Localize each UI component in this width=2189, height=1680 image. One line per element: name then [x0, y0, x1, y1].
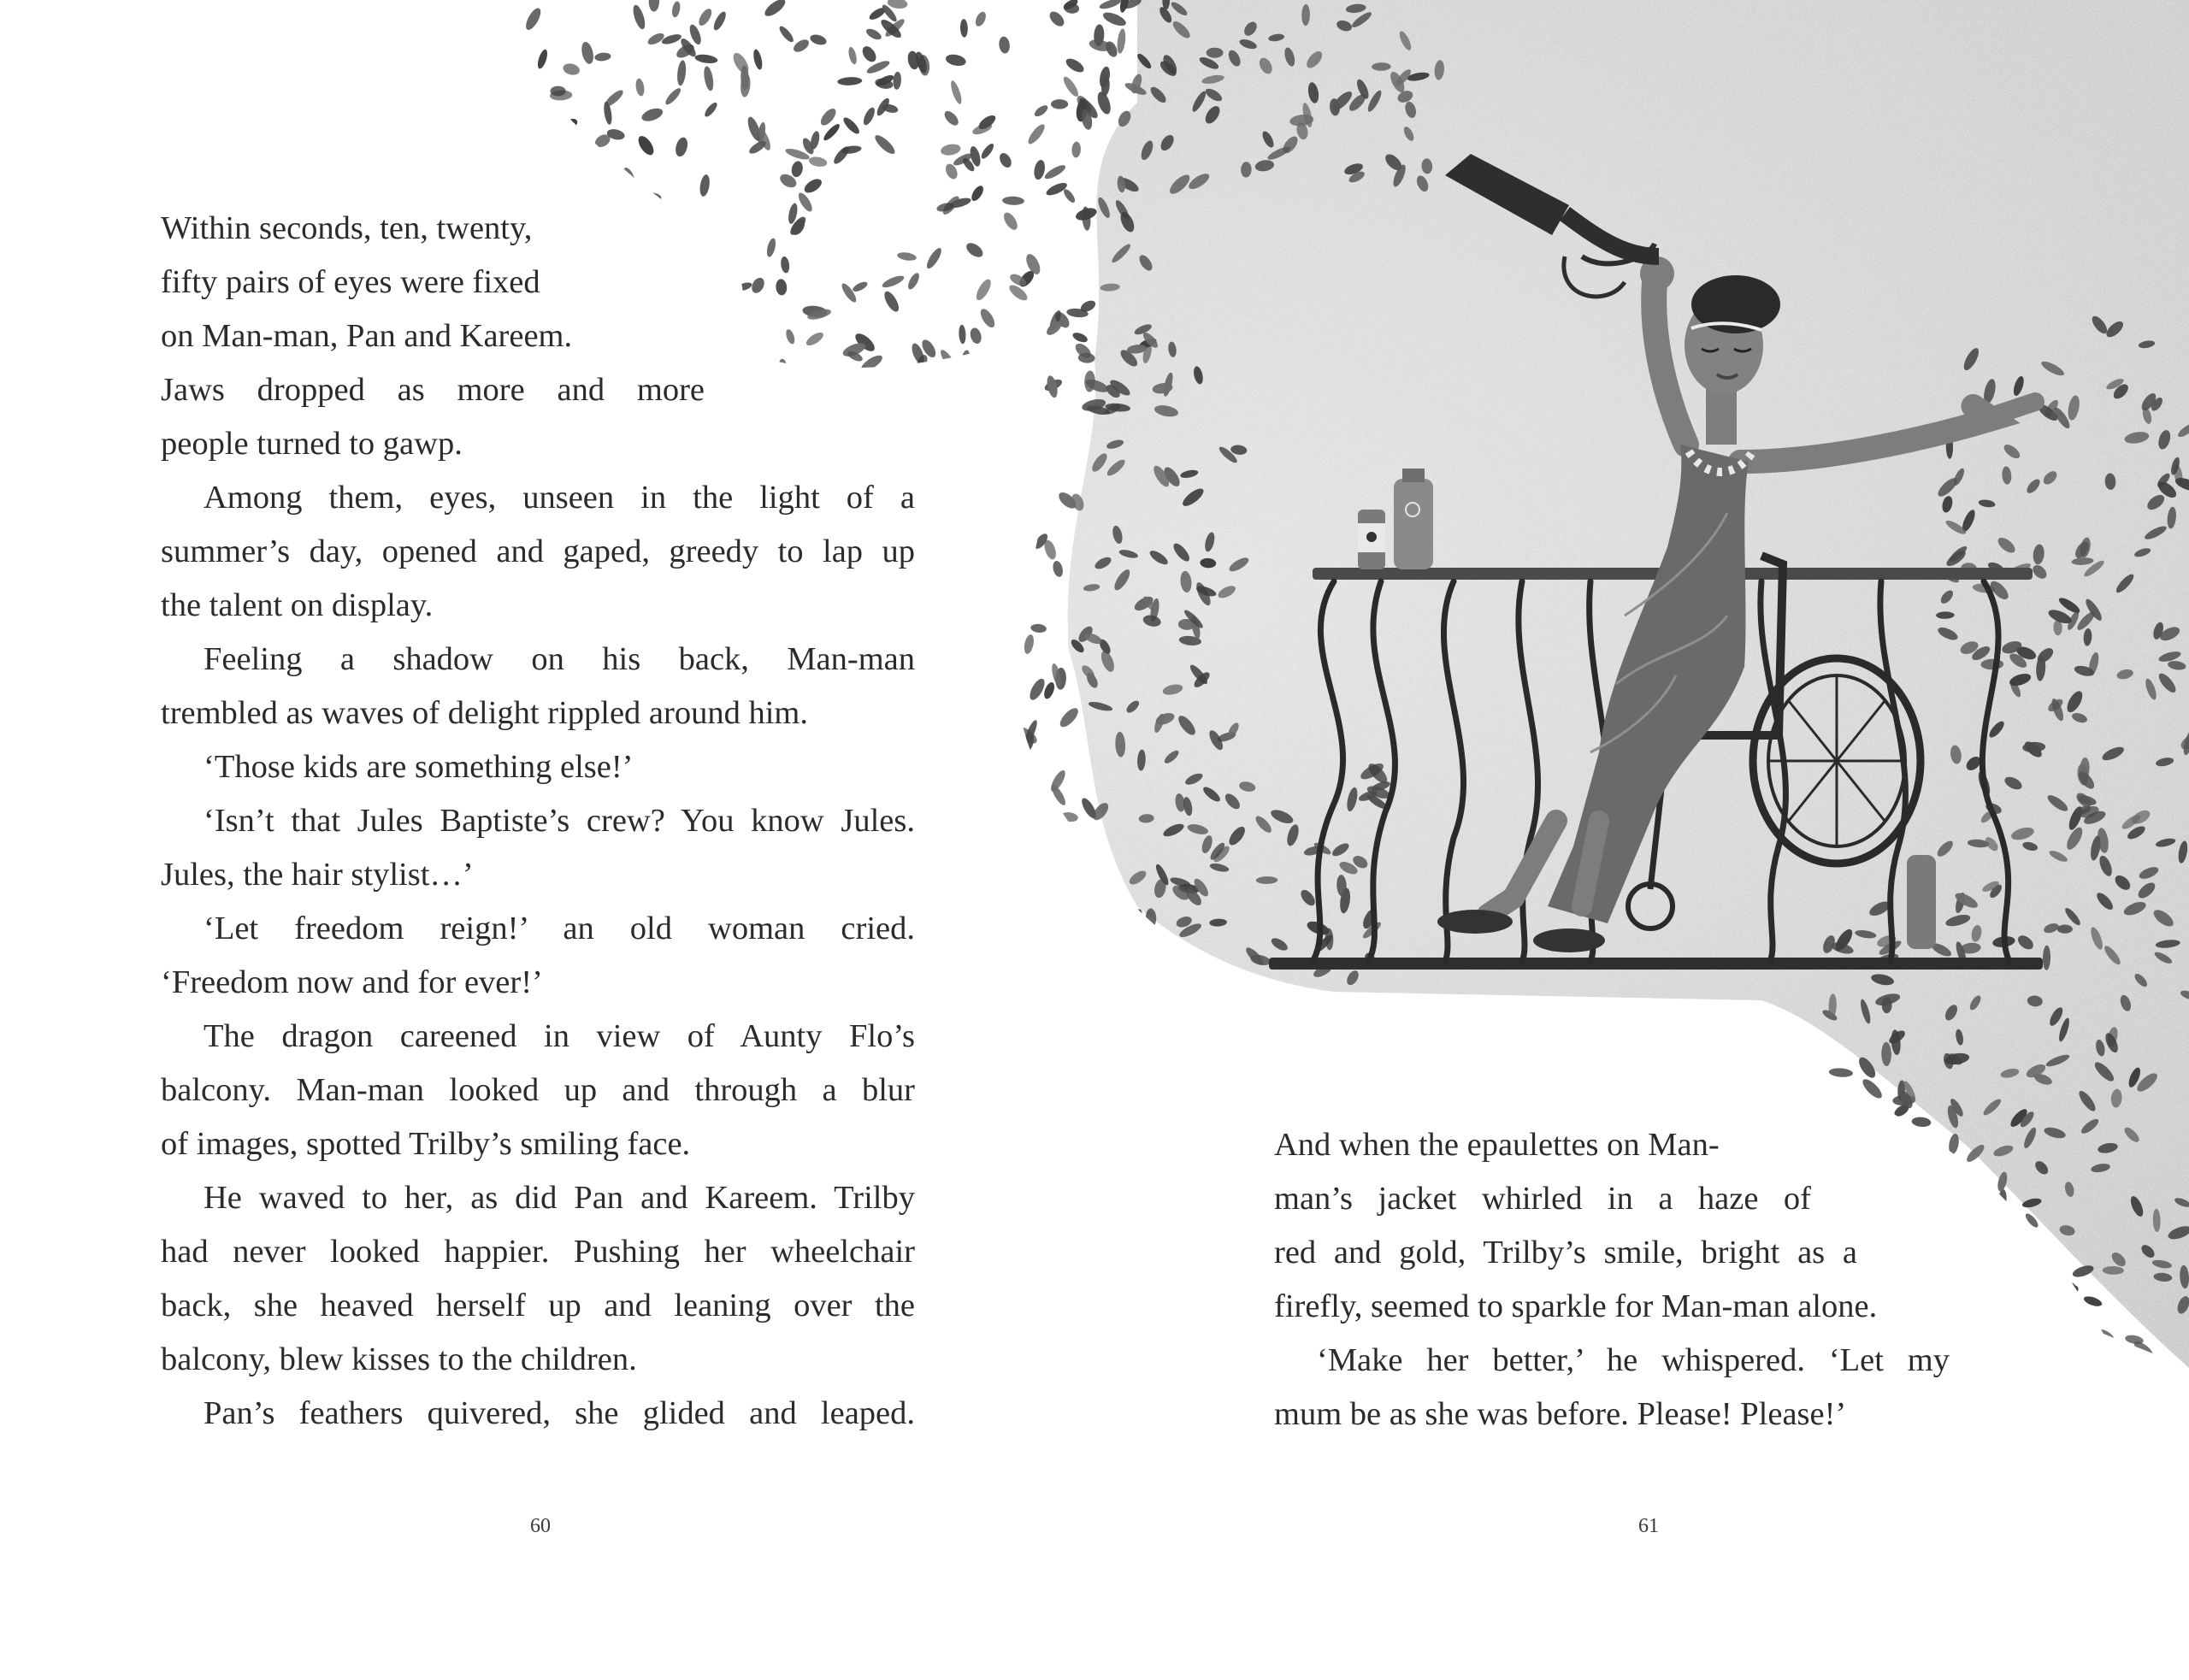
leaf [1087, 858, 1100, 877]
text-line: balcony, blew kisses to the children. [161, 1341, 637, 1377]
text-line: ‘Let freedom reign!’ an old woman cried. [204, 911, 915, 946]
leaf [1207, 48, 1224, 58]
leaf [548, 170, 559, 190]
leaf [631, 3, 647, 31]
leaf [852, 280, 869, 293]
leaf [1051, 99, 1068, 109]
leaf [2027, 1285, 2049, 1295]
leaf [635, 133, 657, 157]
leaf [528, 168, 537, 194]
leaf [717, 292, 736, 310]
right-page-body [1274, 1118, 1950, 1441]
leaf [893, 71, 902, 90]
leaf [523, 6, 544, 32]
leaf [861, 374, 881, 391]
leaf [2067, 1282, 2079, 1301]
text-line: summer’s day, opened and gaped, greedy to lap up [161, 533, 915, 569]
leaf [994, 364, 1011, 382]
text-line: He waved to her, as did Pan and Kareem. Trilby [204, 1180, 915, 1216]
leaf [1047, 9, 1066, 28]
text-line: mum be as she was before. Please! Please!’ [1274, 1396, 1847, 1432]
text-line: red and gold, Trilby’s smile, bright as a [1274, 1235, 1857, 1270]
leaf [1001, 210, 1020, 232]
leaf [553, 123, 566, 144]
text-line: ‘Freedom now and for ever!’ [161, 964, 543, 1000]
leaf [527, 85, 540, 109]
leaf [938, 348, 959, 374]
leaf [676, 60, 687, 86]
leaf [671, 1, 681, 18]
leaf [778, 359, 787, 375]
text-line: The dragon careened in view of Aunty Flo’s [204, 1018, 915, 1054]
leaf [2132, 1339, 2155, 1359]
leaf [2057, 925, 2073, 934]
leaf [535, 148, 562, 163]
leaf [1060, 811, 1078, 822]
leaf [969, 327, 983, 345]
leaf [1000, 901, 1021, 925]
leaf [809, 32, 828, 46]
leaf [1033, 904, 1052, 911]
leaf [973, 10, 988, 28]
leaf [780, 256, 790, 274]
leaf [945, 53, 967, 68]
text-line: balcony. Man-man looked up and through a blur [161, 1072, 915, 1108]
leaf [964, 240, 985, 260]
leaf [1009, 436, 1028, 445]
leaf [551, 86, 566, 97]
leaf [1033, 159, 1047, 180]
leaf [942, 109, 961, 127]
leaf [847, 46, 858, 65]
leaf [1018, 494, 1037, 506]
leaf [1976, 1223, 2001, 1238]
leaf [765, 238, 777, 258]
text-line: back, she heaved herself up and leaning over the [161, 1288, 915, 1323]
leaf [792, 37, 811, 54]
leaf [960, 350, 971, 368]
leaf [1041, 903, 1053, 925]
text-line: ‘Isn’t that Jules Baptiste’s crew? You know Jules. [204, 803, 915, 839]
text-line: Feeling a shadow on his back, Man-man [204, 641, 915, 677]
leaf [603, 88, 625, 109]
leaf [661, 32, 683, 46]
leaf [1061, 74, 1081, 98]
leaf [1025, 122, 1047, 146]
text-line: had never looked happier. Pushing her wheelchair [161, 1234, 915, 1270]
leaf [994, 357, 1014, 367]
leaf [837, 76, 862, 85]
leaf [952, 371, 972, 392]
leaf [703, 101, 719, 119]
leaf [975, 385, 999, 404]
leaf [860, 44, 879, 64]
leaf [1960, 1182, 1978, 1201]
page-number-left: 60 [530, 1515, 551, 1537]
leaf [640, 106, 664, 124]
leaf [1025, 831, 1042, 856]
leaf [696, 7, 714, 28]
text-line: man’s jacket whirled in a haze of [1274, 1181, 1811, 1217]
leaf [802, 176, 824, 196]
leaf [811, 388, 821, 410]
leaf [1064, 56, 1086, 74]
leaf [979, 142, 995, 161]
leaf [1071, 141, 1081, 157]
leaf [2086, 1335, 2108, 1347]
leaf [1018, 880, 1042, 893]
leaf [808, 156, 828, 168]
leaf [1027, 676, 1047, 702]
leaf [687, 23, 703, 46]
text-line: people turned to gawp. [161, 426, 463, 462]
leaf [886, 394, 903, 414]
leaf [805, 330, 826, 348]
leaf [2075, 1336, 2089, 1361]
leaf [1973, 1301, 1989, 1320]
leaf [858, 352, 884, 374]
leaf [1024, 491, 1046, 502]
leaf [560, 116, 579, 132]
leaf [777, 24, 795, 44]
leaf [1116, 28, 1127, 54]
leaf [1094, 885, 1116, 903]
text-line: Jules, the hair stylist…’ [161, 857, 474, 893]
leaf [1025, 808, 1048, 824]
leaf [1031, 489, 1039, 511]
leaf [883, 365, 907, 386]
leaf [2009, 1296, 2028, 1319]
leaf [960, 19, 969, 38]
leaf [735, 281, 753, 293]
leaf [664, 86, 683, 107]
leaf [2060, 1282, 2080, 1300]
left-page-body [161, 471, 915, 1441]
leaf [906, 271, 922, 291]
leaf [594, 52, 611, 62]
leaf [2097, 1327, 2115, 1342]
leaf [1002, 196, 1024, 205]
leaf [949, 80, 964, 105]
leaf [1997, 1188, 2008, 1212]
leaf [2083, 1294, 2103, 1308]
text-line: Within seconds, ten, twenty, [161, 210, 533, 246]
leaf [2027, 1294, 2054, 1309]
leaf [940, 143, 961, 157]
leaf [1003, 914, 1023, 927]
leaf [562, 62, 581, 76]
leaf [1101, 9, 1128, 28]
text-line: the talent on display. [161, 587, 434, 623]
leaf [790, 160, 804, 178]
page-number-right: 61 [1638, 1515, 1659, 1537]
leaf [1023, 634, 1035, 655]
leaf [1071, 331, 1089, 345]
leaf [997, 151, 1013, 170]
text-line: And when the epaulettes on Man- [1274, 1127, 1720, 1163]
leaf [841, 115, 862, 136]
leaf [711, 339, 729, 364]
leaf [645, 192, 662, 202]
text-line: ‘Those kids are something else!’ [204, 749, 634, 785]
leaf [1007, 351, 1024, 372]
leaf [621, 166, 638, 190]
leaf [2102, 1343, 2127, 1352]
leaf [1019, 532, 1032, 556]
leaf [887, 0, 908, 9]
leaf [522, 167, 548, 190]
leaf [762, 0, 788, 19]
leaf [1010, 397, 1028, 424]
text-line: trembled as waves of delight rippled around him. [161, 695, 808, 731]
leaf [882, 289, 901, 314]
leaf [749, 275, 766, 295]
leaf [924, 246, 944, 271]
leaf [674, 136, 690, 158]
leaf [776, 279, 788, 296]
leaf [536, 49, 550, 70]
leaf [648, 0, 659, 12]
leaf [634, 78, 646, 97]
text-line: Jaws dropped as more and more [161, 372, 705, 408]
leaf [796, 191, 815, 214]
leaf [818, 106, 839, 128]
leaf [1034, 851, 1056, 862]
leaf [903, 378, 917, 398]
leaf [978, 307, 998, 330]
text-line: fifty pairs of eyes were fixed [161, 264, 540, 300]
leaf [702, 65, 715, 91]
paragraph-within-seconds [161, 202, 708, 471]
leaf [1028, 816, 1045, 844]
leaf [694, 53, 718, 64]
leaf [1008, 543, 1035, 568]
leaf [970, 184, 986, 203]
leaf [542, 150, 567, 164]
leaf [840, 281, 858, 304]
leaf [804, 376, 829, 398]
leaf [2050, 1282, 2069, 1305]
text-line: firefly, seemed to sparkle for Man-man alone. [1274, 1288, 1878, 1324]
leaf [1043, 162, 1068, 181]
leaf [2033, 1242, 2046, 1261]
leaf [580, 41, 595, 66]
leaf [572, 184, 593, 202]
leaf [784, 328, 796, 345]
leaf [1010, 484, 1030, 496]
leaf [646, 31, 666, 47]
text-line: Among them, eyes, unseen in the light of a [204, 480, 915, 516]
leaf [1057, 705, 1081, 730]
text-line: ‘Make her better,’ he whispered. ‘Let my [1317, 1342, 1950, 1378]
leaf [1033, 103, 1050, 119]
leaf [881, 274, 906, 290]
leaf [974, 277, 994, 303]
text-line: on Man-man, Pan and Kareem. [161, 318, 573, 354]
leaf [1062, 879, 1082, 893]
leaf [959, 325, 966, 345]
leaf [1009, 587, 1025, 606]
leaf [2043, 1348, 2067, 1359]
leaf [1828, 1068, 1853, 1078]
leaf [1186, 964, 1208, 972]
leaf [1047, 820, 1065, 830]
leaf [861, 106, 876, 127]
leaf [795, 386, 811, 408]
leaf [1062, 187, 1077, 204]
leaf [699, 174, 711, 197]
leaf [1030, 623, 1047, 634]
leaf [752, 49, 764, 71]
leaf [864, 27, 883, 42]
leaf [1036, 909, 1059, 930]
leaf [730, 50, 752, 76]
leaf [872, 133, 897, 156]
leaf [1052, 560, 1065, 578]
text-line: Pan’s feathers quivered, she glided and leaped. [204, 1395, 915, 1431]
leaf [2021, 1309, 2037, 1328]
leaf [897, 251, 917, 262]
leaf [711, 10, 728, 32]
text-line: of images, spotted Trilby’s smiling face. [161, 1126, 691, 1162]
leaf [1098, 0, 1122, 11]
leaf [1860, 1076, 1885, 1101]
leaf [998, 36, 1011, 54]
